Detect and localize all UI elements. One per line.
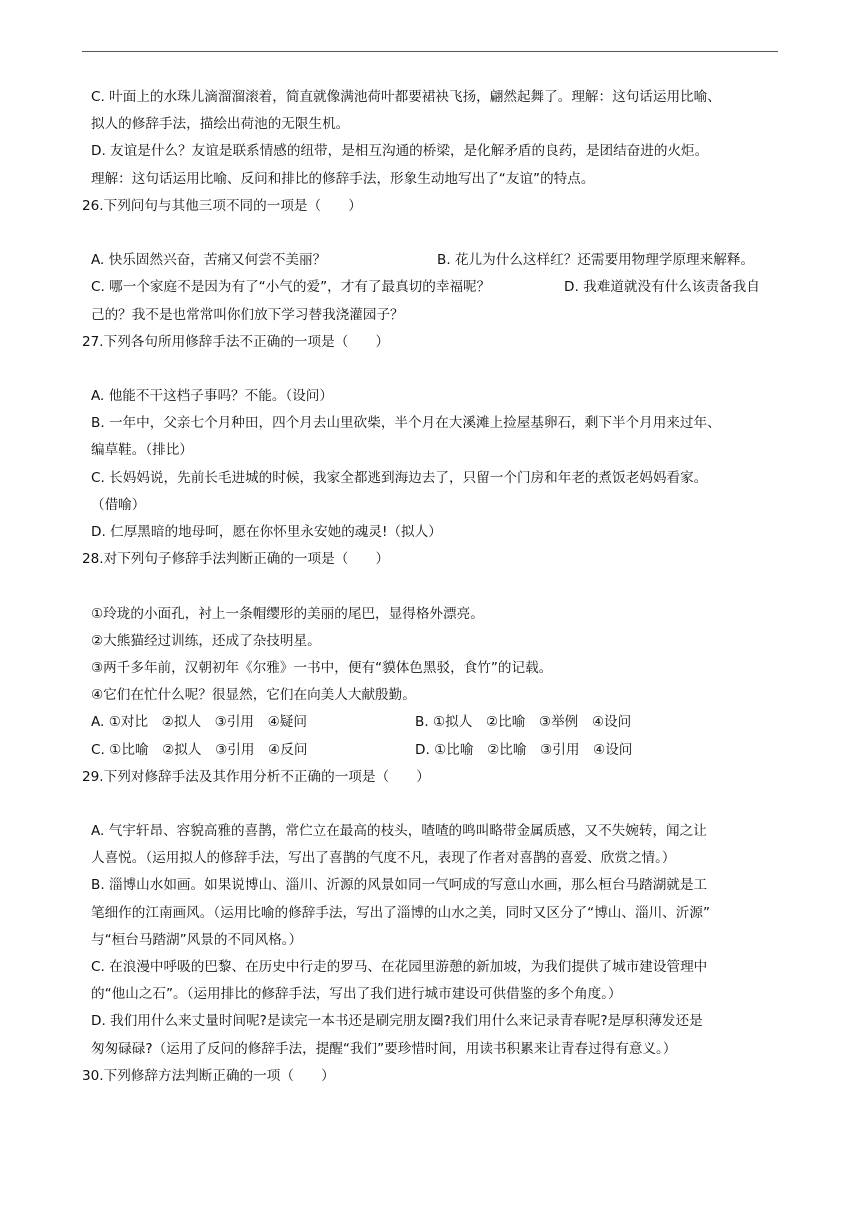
q28-option-c: C. ①比喻 ②拟人 ③引用 ④反问	[91, 741, 308, 758]
q29-option-b-line1: B. 淄博山水如画。如果说博山、淄川、沂源的风景如同一气呵成的写意山水画，那么桓台马踏湖就是工	[91, 877, 708, 894]
q29-option-b-line3: 与“桓台马踏湖”风景的不同风格。）	[91, 931, 303, 948]
q28-options-row2	[91, 737, 781, 764]
q28-sentence-2: ②大熊猫经过训练，还成了杂技明星。	[91, 632, 321, 649]
q28-option-d: D. ①比喻 ②比喻 ③引用 ④设问	[415, 741, 633, 758]
q26-option-a: A. 快乐固然兴奋，苦痛又何尝不美丽？	[91, 252, 327, 269]
q27-option-b-line2: 编草鞋。（排比）	[91, 442, 193, 459]
q29-stem: 29.下列对修辞手法及其作用分析不正确的一项是（ ）	[82, 768, 430, 785]
q26-options-row2	[91, 274, 781, 301]
header-rule	[82, 51, 778, 52]
q26-option-d-cont: 己的？我不是也常常叫你们放下学习替我浇灌园子？	[91, 306, 404, 323]
q27-option-b-line1: B. 一年中，父亲七个月种田，四个月去山里砍柴，半个月在大溪滩上捡屋基卵石，剩下半个月用来过年、	[91, 415, 721, 432]
q29-option-b-line2: 笔细作的江南画风。（运用比喻的修辞手法，写出了淄博的山水之美，同时又区分了“博山、淄川、沂源”	[91, 904, 711, 921]
spacer	[91, 573, 781, 600]
q29-option-a-line1: A. 气宇轩昂、容貌高雅的喜鹊，常伫立在最高的枝头，喳喳的鸣叫略带金属质感，又不失婉转，闻之让	[91, 823, 707, 840]
q29-option-a-line2: 人喜悦。（运用拟人的修辞手法，写出了喜鹊的气度不凡，表现了作者对喜鹊的喜爱、欣赏之情。）	[91, 850, 676, 867]
q25-option-c-line2: 拟人的修辞手法，描绘出荷池的无限生机。	[91, 116, 350, 133]
q27-option-c-line1: C. 长妈妈说，先前长毛进城的时候，我家全都逃到海边去了，只留一个门房和年老的煮饭老妈妈看家。	[91, 469, 708, 486]
q26-stem: 26.下列问句与其他三项不同的一项是（ ）	[82, 197, 362, 214]
q25-option-c-line1: C. 叶面上的水珠儿滴溜溜滚着，简直就像满池荷叶都要裙袂飞扬，翩然起舞了。理解：这句话运用比喻、	[91, 89, 721, 105]
q28-options-row1	[91, 709, 781, 736]
q28-sentence-4: ④它们在忙什么呢？很显然，它们在向美人大献殷勤。	[91, 687, 416, 704]
q29-option-d-line2: 匆匆碌碌?（运用了反问的修辞手法，提醒“我们”要珍惜时间，用读书积累来让青春过得有意义。）	[91, 1040, 677, 1057]
q26-option-c: C. 哪一个家庭不是因为有了“小气的爱”，才有了最真切的幸福呢？	[91, 279, 491, 296]
q26-option-d: D. 我难道就没有什么该责备我自	[564, 279, 760, 296]
q28-option-b: B. ①拟人 ②比喻 ③举例 ④设问	[415, 714, 632, 731]
q25-option-d-line2: 理解：这句话运用比喻、反问和排比的修辞手法，形象生动地写出了“友谊”的特点。	[91, 170, 595, 187]
q25-option-d-line1: D. 友谊是什么？友谊是联系情感的纽带，是相互沟通的桥梁，是化解矛盾的良药，是团结奋进的火炬。	[91, 143, 709, 160]
q27-stem: 27.下列各句所用修辞手法不正确的一项是（ ）	[82, 333, 390, 350]
q30-stem: 30.下列修辞方法判断正确的一项（ ）	[82, 1067, 335, 1084]
spacer	[91, 791, 781, 818]
spacer	[91, 220, 781, 247]
q27-option-a: A. 他能不干这档子事吗？不能。（设问）	[91, 388, 333, 405]
document-body	[82, 84, 781, 1090]
q28-option-a: A. ①对比 ②拟人 ③引用 ④疑问	[91, 714, 307, 731]
q29-option-d-line1: D. 我们用什么来丈量时间呢?是读完一本书还是刷完朋友圈?我们用什么来记录青春呢?是厚积薄发还是	[91, 1013, 703, 1030]
q28-sentence-1: ①玲珑的小面孔，衬上一条帽缨形的美丽的尾巴，显得格外漂亮。	[91, 605, 484, 622]
q27-option-c-line2: （借喻）	[91, 496, 146, 513]
q28-sentence-3: ③两千多年前，汉朝初年《尔雅》一书中，便有“貘体色黑驳，食竹”的记载。	[91, 659, 553, 676]
spacer	[91, 356, 781, 383]
q26-option-b: B. 花儿为什么这样红？还需要用物理学原理来解释。	[437, 252, 755, 269]
q29-option-c-line1: C. 在浪漫中呼吸的巴黎、在历史中行走的罗马、在花园里游憩的新加坡，为我们提供了城市建设管理中	[91, 959, 708, 975]
q28-stem: 28.对下列句子修辞手法判断正确的一项是（ ）	[82, 551, 390, 568]
q26-options-row1	[91, 247, 781, 274]
q27-option-d: D. 仁厚黑暗的地母呵，愿在你怀里永安她的魂灵!（拟人）	[91, 524, 442, 540]
q29-option-c-line2: 的“他山之石”。（运用排比的修辞手法，写出了我们进行城市建设可供借鉴的多个角度。）	[91, 986, 622, 1003]
